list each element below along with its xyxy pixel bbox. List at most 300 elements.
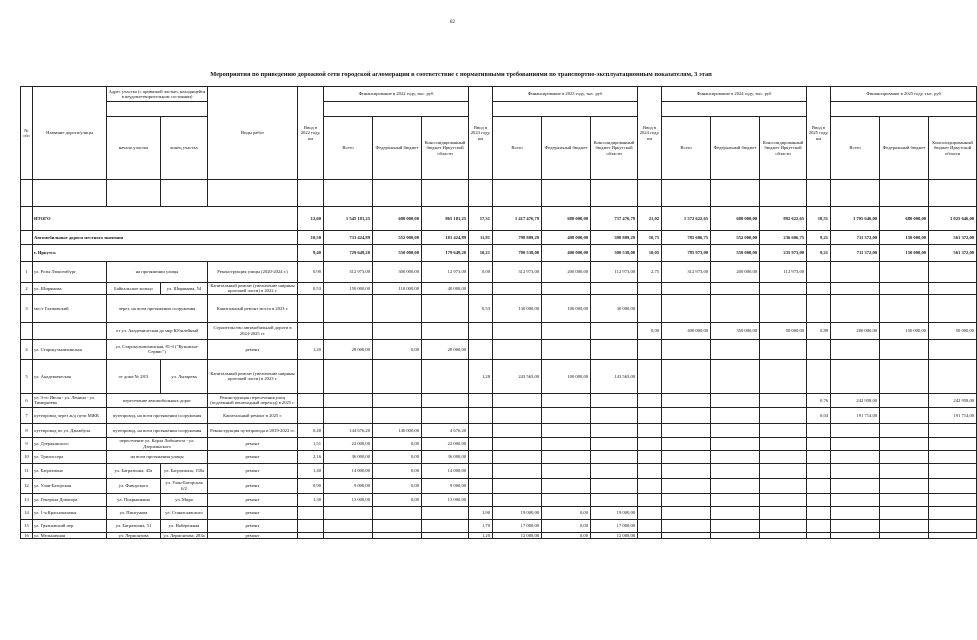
table-row [21, 294, 977, 322]
row-value [542, 322, 591, 339]
row-value: 1 705 646,00 [831, 207, 880, 231]
row-value [662, 478, 711, 493]
row-value [831, 532, 880, 538]
row-end: ул. Лызарева [161, 359, 208, 393]
row-value [662, 437, 711, 450]
row-value [298, 407, 324, 423]
row-value: 400 000,00 [542, 245, 591, 262]
row-value [831, 283, 880, 295]
row-num [21, 207, 33, 231]
row-value: 711 372,00 [831, 245, 880, 262]
row-value: 200 000,00 [831, 322, 880, 339]
row-road-name: мост Глазковский [33, 294, 107, 322]
spacer-cell [422, 180, 469, 207]
row-value [880, 407, 929, 423]
row-value [760, 450, 807, 463]
row-road-name: ул. Академическая [33, 359, 107, 393]
row-value [324, 532, 373, 538]
row-value [373, 407, 422, 423]
row-works: ремонт [208, 478, 298, 493]
row-value [831, 294, 880, 322]
row-value: 0,76 [807, 393, 831, 407]
page-title: Мероприятия по приведению дорожной сети городской агломерации в соответствие с нормативными требованиями по транспортно-эксплуатационным показателям, 3 этап [210, 71, 712, 78]
table-row [21, 519, 977, 532]
row-value [324, 294, 373, 322]
row-value [493, 478, 542, 493]
row-value: 17,31 [469, 207, 493, 231]
table-row [21, 478, 977, 493]
row-value: 12 000,00 [493, 532, 542, 538]
row-value [880, 393, 929, 407]
row-value: 350 000,00 [711, 322, 760, 339]
row-value [711, 463, 760, 478]
row-road-name: ул. Грязновский пер [33, 519, 107, 532]
row-value [831, 339, 880, 359]
row-value [662, 532, 711, 538]
row-value: 10,75 [638, 231, 662, 245]
row-value [929, 532, 977, 538]
row-value: 100 000,00 [542, 359, 591, 393]
row-end: ул. Мира [161, 493, 208, 506]
row-value [807, 437, 831, 450]
header-regional-2025: Консолидированный бюджет Иркутской области [929, 117, 977, 180]
row-value [638, 283, 662, 295]
row-value [711, 359, 760, 393]
row-value [929, 423, 977, 437]
row-value: 22 000,00 [324, 437, 373, 450]
row-value [469, 493, 493, 506]
spacer-cell [662, 180, 711, 207]
row-value: 10,05 [638, 245, 662, 262]
row-value [638, 294, 662, 322]
row-start: ул. Лермонтова [107, 532, 161, 538]
row-num: 6 [21, 393, 33, 407]
row-num [21, 231, 33, 245]
header-works: Виды работ [208, 87, 298, 180]
table-row [21, 393, 977, 407]
row-value [807, 283, 831, 295]
row-value: 1,90 [469, 506, 493, 519]
row-value [662, 407, 711, 423]
row-value: 150 000,00 [324, 283, 373, 295]
row-value: 733 424,89 [324, 231, 373, 245]
row-name: г. Иркутск [33, 245, 298, 262]
row-value [591, 393, 638, 407]
spacer-cell [107, 180, 161, 207]
row-value [929, 519, 977, 532]
table-row [21, 207, 977, 231]
row-address: пересечение ул. Карла Либкнехта - ул. Дзержинского [107, 437, 208, 450]
row-value [493, 393, 542, 407]
row-value: 785 606,75 [662, 231, 711, 245]
row-value: 680 000,00 [880, 207, 929, 231]
row-value [711, 423, 760, 437]
row-value: 19 000,00 [591, 506, 638, 519]
row-value: 191 714,00 [929, 407, 977, 423]
row-address: ул. Старокузьмихинская, 81-б ("Кузьмиха-Сервис") [107, 339, 208, 359]
row-value: 19 000,00 [493, 506, 542, 519]
row-num: 1 [21, 262, 33, 283]
row-value: 11,81 [469, 231, 493, 245]
row-value [298, 532, 324, 538]
row-value [493, 322, 542, 339]
row-value [638, 506, 662, 519]
table-row [21, 423, 977, 437]
row-value [760, 506, 807, 519]
row-value [591, 322, 638, 339]
row-road-name: ул. 3-го Июля - ул. Ленина - ул. Тимирязева [33, 393, 107, 407]
row-value [807, 532, 831, 538]
row-address: от ул. Академическая до мкр Юбилейный [107, 322, 208, 339]
row-value: 12 973,00 [422, 262, 469, 283]
row-value: 680 000,00 [542, 207, 591, 231]
row-works: ремонт [208, 493, 298, 506]
row-value [638, 423, 662, 437]
row-value: 9 000,00 [324, 478, 373, 493]
row-value [807, 359, 831, 393]
table-row [21, 262, 977, 283]
row-value [929, 359, 977, 393]
row-value [711, 393, 760, 407]
row-works: ремонт [208, 532, 298, 538]
row-value [422, 393, 469, 407]
row-value [880, 493, 929, 506]
table-row [21, 359, 977, 393]
row-value: 235 973,00 [760, 245, 807, 262]
row-value [324, 506, 373, 519]
row-value: 390 809,29 [591, 231, 638, 245]
table-row [21, 437, 977, 450]
row-value [831, 423, 880, 437]
row-num: 2 [21, 283, 33, 295]
spacer-cell [373, 180, 422, 207]
row-value [324, 407, 373, 423]
row-road-name: ул. Розы Люксембург [33, 262, 107, 283]
row-works: Реконструкция путепровода в 2019-2022 гг. [208, 423, 298, 437]
row-value [638, 532, 662, 538]
row-value [760, 423, 807, 437]
row-value [542, 437, 591, 450]
spacer-cell [807, 180, 831, 207]
row-value [591, 407, 638, 423]
row-value [422, 322, 469, 339]
row-value [493, 493, 542, 506]
row-value [591, 437, 638, 450]
row-works: Капитальный ремонт (увеличение ширины проезжей части) в 2022 г. [208, 283, 298, 295]
row-value [880, 450, 929, 463]
row-value [807, 423, 831, 437]
row-value: 1,20 [298, 339, 324, 359]
row-value: 150 000,00 [880, 231, 929, 245]
row-value: 14 000,00 [422, 463, 469, 478]
header-total-2025: Всего [831, 117, 880, 180]
row-value: 798 809,29 [493, 231, 542, 245]
spacer-cell [929, 180, 977, 207]
row-works: Капитальный ремонт в 2025 г. [208, 407, 298, 423]
row-value: 312 973,00 [324, 262, 373, 283]
row-road-name: путепровод через ж/д пути МЖК [33, 407, 107, 423]
row-value: 561 372,00 [929, 231, 977, 245]
row-end: ул. Станиславского [161, 506, 208, 519]
roads-table [20, 86, 977, 539]
row-value [662, 283, 711, 295]
row-value: 0,90 [298, 262, 324, 283]
row-value [880, 437, 929, 450]
row-end: ул. Лермонтова, 283а [161, 532, 208, 538]
row-value [807, 294, 831, 322]
row-road-name: ул. Генерала Доватора [33, 493, 107, 506]
row-value [880, 519, 929, 532]
row-value [831, 262, 880, 283]
row-num: 11 [21, 463, 33, 478]
row-value [469, 437, 493, 450]
row-value: 150 000,00 [880, 245, 929, 262]
row-value: 9,21 [807, 245, 831, 262]
row-value: 12 000,00 [591, 532, 638, 538]
row-value [662, 463, 711, 478]
row-num: 9 [21, 437, 33, 450]
row-value: 0,00 [542, 519, 591, 532]
row-value [422, 294, 469, 322]
row-value [662, 519, 711, 532]
row-value: 700 538,00 [493, 245, 542, 262]
header-total-2022: Всего [324, 117, 373, 180]
row-value [711, 294, 760, 322]
row-value [880, 478, 929, 493]
row-value: 680 000,00 [373, 207, 422, 231]
row-value: 865 181,25 [422, 207, 469, 231]
row-value [662, 493, 711, 506]
row-value: 130 000,00 [493, 294, 542, 322]
row-value [831, 359, 880, 393]
row-works: ремонт [208, 506, 298, 519]
row-value: 1 025 646,00 [929, 207, 977, 231]
row-value: 9 000,00 [422, 478, 469, 493]
row-value: 181 424,89 [422, 231, 469, 245]
row-address: путепровод, на всем протяжении сооружения [107, 423, 208, 437]
row-value: 179 649,20 [422, 245, 469, 262]
row-value: 0,53 [469, 294, 493, 322]
row-value [880, 359, 929, 393]
header-input-2023: Ввод в 2023 году, км [469, 87, 493, 180]
row-value: 10,50 [298, 231, 324, 245]
row-value [298, 359, 324, 393]
row-value: 1,30 [298, 493, 324, 506]
row-value [760, 437, 807, 450]
row-value [469, 423, 493, 437]
row-value [662, 339, 711, 359]
row-value: 143 565,00 [591, 359, 638, 393]
row-num: 16 [21, 532, 33, 538]
row-value [493, 437, 542, 450]
row-value: 0,90 [298, 478, 324, 493]
row-value [831, 478, 880, 493]
header-end: конец участка [161, 117, 208, 180]
row-works: Капитальный ремонт моста в 2023 г. [208, 294, 298, 322]
row-value [711, 532, 760, 538]
row-value: 785 973,00 [662, 245, 711, 262]
table-row [21, 322, 977, 339]
row-value [711, 339, 760, 359]
row-value [880, 294, 929, 322]
row-works: Строительство автомобильной дороги в 2024-2025 гг. [208, 322, 298, 339]
row-end: ул. Набережная [161, 519, 208, 532]
row-start: Байкальское кольцо [107, 283, 161, 295]
row-value [831, 506, 880, 519]
row-value: 17 000,00 [493, 519, 542, 532]
row-value [638, 450, 662, 463]
row-value [711, 437, 760, 450]
row-end: ул. Багратиона, 158а [161, 463, 208, 478]
row-value [929, 463, 977, 478]
row-value [591, 493, 638, 506]
row-value: 312 973,00 [662, 262, 711, 283]
row-value: 711 372,00 [831, 231, 880, 245]
row-value: 0,04 [807, 407, 831, 423]
row-value: 1 417 476,79 [493, 207, 542, 231]
row-value: 737 476,79 [591, 207, 638, 231]
spacer-cell [21, 180, 33, 207]
row-value: 242 958,00 [929, 393, 977, 407]
row-value [662, 393, 711, 407]
row-value [880, 339, 929, 359]
row-value [422, 359, 469, 393]
spacer-cell [638, 180, 662, 207]
row-value: 36 000,00 [324, 450, 373, 463]
row-value: 13 000,00 [422, 493, 469, 506]
row-value [373, 519, 422, 532]
row-value [493, 407, 542, 423]
header-federal-2023: Федеральный бюджет [542, 117, 591, 180]
spacer-cell [542, 180, 591, 207]
header-federal-2024: Федеральный бюджет [711, 117, 760, 180]
row-name: Автомобильные дороги местного значения [33, 231, 298, 245]
row-address: путепровод, на всем протяжении сооружения [107, 407, 208, 423]
row-value: 200 000,00 [542, 262, 591, 283]
row-address: на всем протяжении улицы [107, 450, 208, 463]
row-value [711, 450, 760, 463]
row-value [760, 519, 807, 532]
row-value: 21,02 [638, 207, 662, 231]
row-value [493, 463, 542, 478]
row-value: 0,53 [298, 283, 324, 295]
row-start: ул. Фаворского [107, 478, 161, 493]
row-value: 892 622,65 [760, 207, 807, 231]
row-road-name: ул. Улан-Баторская [33, 478, 107, 493]
row-value [831, 450, 880, 463]
row-value [662, 506, 711, 519]
header-input-2024: Ввод в 2024 году, км [638, 87, 662, 180]
row-value: 9,40 [298, 245, 324, 262]
header-total-2024: Всего [662, 117, 711, 180]
row-value [929, 450, 977, 463]
row-num: 8 [21, 423, 33, 437]
row-value: 400 000,00 [662, 322, 711, 339]
row-value [711, 407, 760, 423]
row-value: 1 572 622,65 [662, 207, 711, 231]
header-finance-2023: Финансирование в 2023 году, тыс. руб [493, 87, 638, 102]
row-road-name: ул. Ширямова [33, 283, 107, 295]
table-row [21, 463, 977, 478]
row-value [324, 322, 373, 339]
row-value [638, 393, 662, 407]
row-value [638, 359, 662, 393]
table-row [21, 245, 977, 262]
row-num: 4 [21, 339, 33, 359]
row-value [422, 506, 469, 519]
row-value [880, 532, 929, 538]
row-value [373, 359, 422, 393]
row-num: 13 [21, 493, 33, 506]
row-value [373, 393, 422, 407]
row-value: 312 973,00 [493, 262, 542, 283]
row-value: 30 000,00 [591, 294, 638, 322]
row-value: 300 000,00 [373, 262, 422, 283]
row-road-name: ул. Старокузьмихинская [33, 339, 107, 359]
row-value [542, 493, 591, 506]
row-value [880, 262, 929, 283]
row-value [373, 506, 422, 519]
row-value [807, 463, 831, 478]
row-value [807, 450, 831, 463]
row-value [760, 532, 807, 538]
row-value: 28 000,00 [422, 339, 469, 359]
table-row [21, 493, 977, 506]
row-value [760, 294, 807, 322]
row-value [662, 359, 711, 393]
row-value: 1,70 [469, 519, 493, 532]
row-value [324, 359, 373, 393]
row-value [929, 506, 977, 519]
row-value [831, 463, 880, 478]
row-value: 13 000,00 [324, 493, 373, 506]
row-value [422, 532, 469, 538]
row-num [21, 322, 33, 339]
header-start: начало участка [107, 117, 161, 180]
spacer-cell [880, 180, 929, 207]
row-value: 110 000,00 [373, 283, 422, 295]
header-total-2023: Всего [493, 117, 542, 180]
table-row [21, 283, 977, 295]
row-value [929, 283, 977, 295]
row-value [638, 463, 662, 478]
row-value [760, 493, 807, 506]
row-value: 100 000,00 [542, 294, 591, 322]
row-value: 0,00 [373, 493, 422, 506]
row-value [324, 393, 373, 407]
row-value [591, 339, 638, 359]
spacer-cell [760, 180, 807, 207]
row-value [662, 423, 711, 437]
row-works: Реконструкция пересечения улиц (подземный пешеходный переход) в 2025 г. [208, 393, 298, 407]
header-num: № п/п [21, 87, 33, 180]
row-value: 0,89 [807, 322, 831, 339]
row-start: ул. Багратиона, 45а [107, 463, 161, 478]
row-num: 15 [21, 519, 33, 532]
row-value [638, 407, 662, 423]
row-value: 236 606,75 [760, 231, 807, 245]
row-value: 17 000,00 [591, 519, 638, 532]
row-value [929, 478, 977, 493]
row-address: пересечение автомобильных дорог [107, 393, 208, 407]
row-value: 50 000,00 [760, 322, 807, 339]
spacer-row [21, 180, 977, 207]
row-num: 14 [21, 506, 33, 519]
row-value [591, 478, 638, 493]
row-value [324, 519, 373, 532]
row-works: Капитальный ремонт (увеличение ширины проезжей части) в 2023 г. [208, 359, 298, 393]
row-value [542, 339, 591, 359]
